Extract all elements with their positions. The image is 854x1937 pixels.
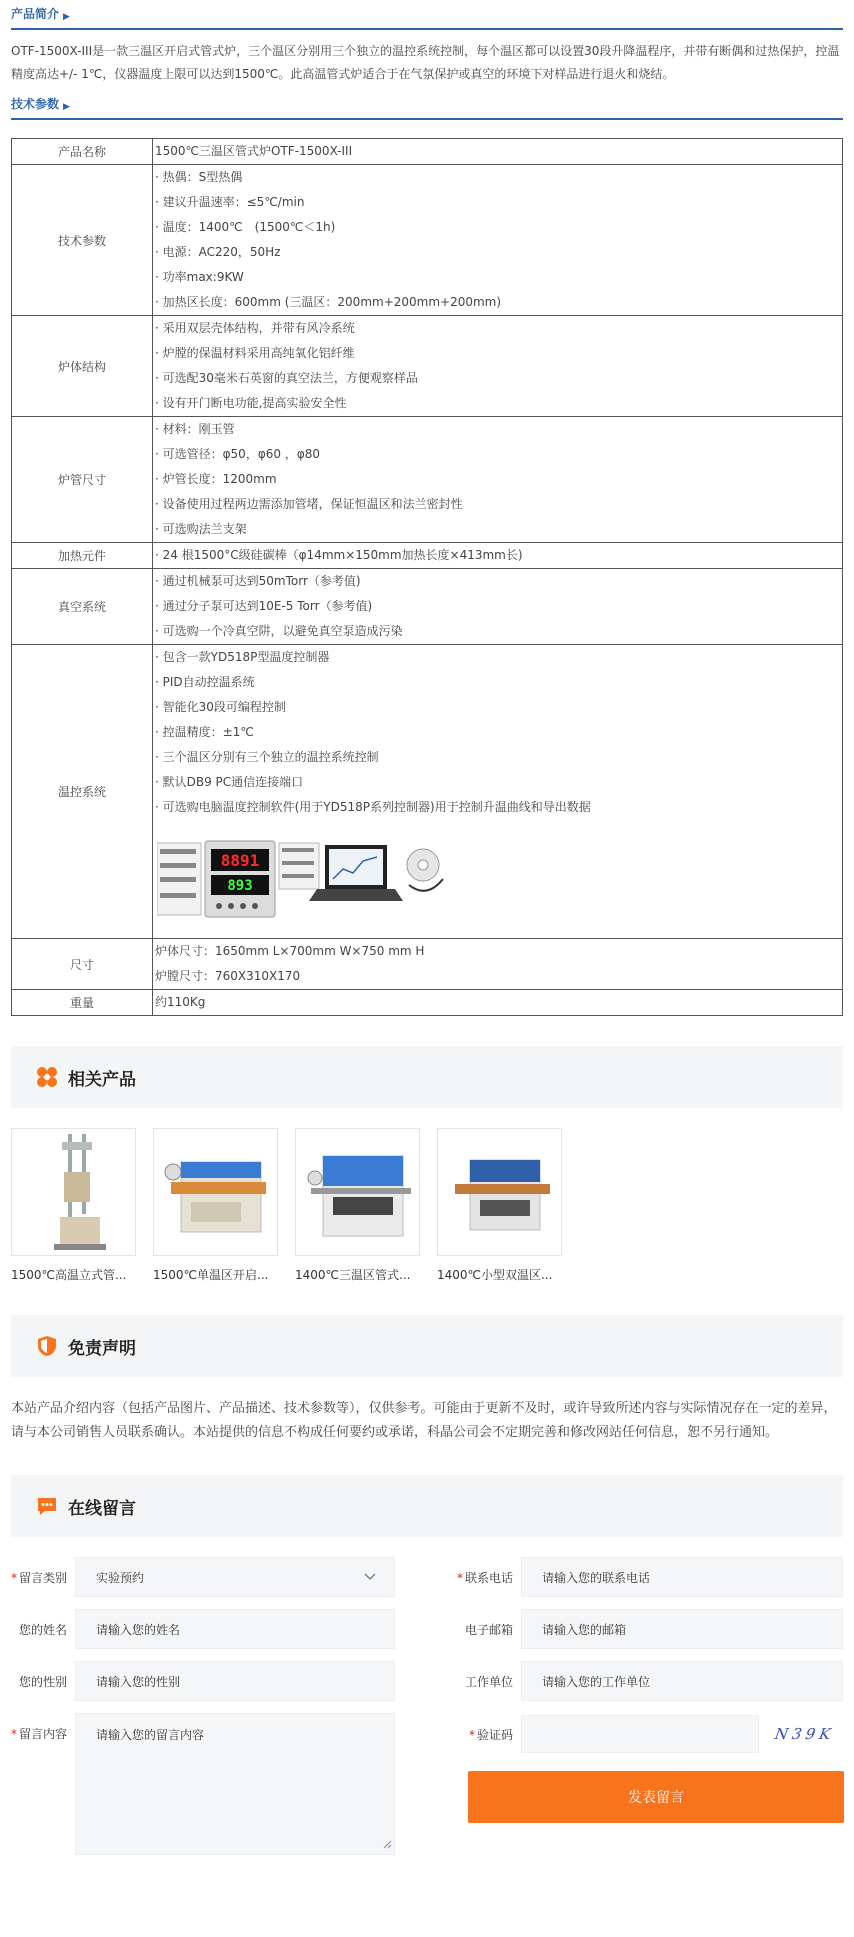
spec-row	[12, 645, 843, 939]
spec-key: 尺寸	[12, 939, 153, 990]
product-caption[interactable]: 1400℃小型双温区...	[437, 1268, 553, 1282]
triangle-right-icon: ▶	[63, 12, 70, 22]
message-form	[11, 1557, 843, 1937]
email-input[interactable]: 请输入您的邮箱	[521, 1609, 843, 1649]
spec-line: · 可选管径：φ50，φ60 ，φ80	[155, 447, 321, 461]
shield-icon	[36, 1335, 58, 1357]
category-select[interactable]	[75, 1557, 395, 1597]
spec-line: · 24 根1500°C级硅碳棒（φ14mm×150mm加热长度×413mm长)	[155, 548, 523, 562]
message-title: 在线留言	[68, 1498, 136, 1519]
spec-line: · 温度：1400℃ (1500℃＜1h)	[155, 220, 336, 234]
captcha-label: * 验证码	[468, 1727, 513, 1742]
svg-text:8891: 8891	[220, 851, 260, 870]
spec-value	[153, 569, 843, 645]
spec-line: · 通过机械泵可达到50mTorr（参考值)	[155, 574, 361, 588]
product-intro-title: 产品简介	[11, 7, 60, 21]
company-field	[457, 1661, 843, 1701]
email-field	[457, 1609, 843, 1649]
spec-line: · 智能化30段可编程控制	[155, 700, 286, 714]
content-field	[11, 1713, 395, 1855]
captcha-field	[457, 1715, 843, 1753]
spec-row	[12, 543, 843, 569]
spec-key: 炉体结构	[12, 316, 153, 417]
email-label: 电子邮箱	[464, 1622, 513, 1637]
related-product-card[interactable]	[153, 1128, 278, 1283]
name-label: 您的姓名	[18, 1622, 67, 1637]
disclaimer-title: 免责声明	[68, 1338, 136, 1359]
related-products-list	[11, 1128, 843, 1283]
gender-field	[11, 1661, 395, 1701]
content-placeholder: 请输入您的留言内容	[96, 1728, 205, 1742]
spec-row	[12, 569, 843, 645]
spec-line: · 通过分子泵可达到10E-5 Torr（参考值)	[155, 599, 373, 613]
spec-row	[12, 316, 843, 417]
spec-value	[153, 990, 843, 1016]
spec-line: · 可选购一个冷真空阱，以避免真空泵造成污染	[155, 624, 403, 638]
controller-software-image	[155, 820, 842, 938]
related-products-header	[11, 1046, 843, 1108]
disclaimer-header	[11, 1315, 843, 1377]
spec-title: 技术参数	[11, 97, 60, 111]
spec-line: · 可选购法兰支架	[155, 522, 247, 536]
spec-table	[11, 138, 843, 1016]
spec-line: · 设备使用过程两边需添加管堵，保证恒温区和法兰密封性	[155, 497, 463, 511]
spec-line: · 材料：刚玉管	[155, 422, 235, 436]
category-label: * 留言类别	[11, 1570, 68, 1585]
spec-key: 产品名称	[12, 139, 153, 165]
related-product-card[interactable]	[295, 1128, 420, 1283]
resize-handle-icon[interactable]	[383, 1838, 392, 1852]
message-header	[11, 1475, 843, 1537]
spec-key: 加热元件	[12, 543, 153, 569]
spec-line: · 三个温区分别有三个独立的温控系统控制	[155, 750, 379, 764]
company-label: 工作单位	[464, 1674, 513, 1689]
phone-input[interactable]: 请输入您的联系电话	[521, 1557, 843, 1597]
spec-line: · 功率max:9KW	[155, 270, 244, 284]
product-intro-header	[11, 0, 843, 30]
spec-row	[12, 417, 843, 543]
spec-line: · 炉膛的保温材料采用高纯氧化铝纤维	[155, 346, 355, 360]
related-product-card[interactable]	[437, 1128, 562, 1283]
disclaimer-text: 本站产品介绍内容（包括产品图片、产品描述、技术参数等），仅供参考。可能由于更新不及时，或许导致所述内容与实际情况存在一定的差异，请与本公司销售人员联系确认。本站提供的信息不构成任何要约或承诺，科晶公司会不定期完善和修改网站任何信息，恕不另行通知。	[11, 1401, 837, 1440]
content-label: * 留言内容	[11, 1727, 68, 1741]
content-textarea[interactable]	[75, 1713, 395, 1855]
category-field	[11, 1557, 395, 1597]
spec-value	[153, 939, 843, 990]
spec-line: · 包含一款YD518P型温度控制器	[155, 650, 330, 664]
spec-row	[12, 139, 843, 165]
spec-row	[12, 165, 843, 316]
product-image[interactable]	[153, 1128, 278, 1256]
spec-value	[153, 543, 843, 569]
product-image[interactable]	[295, 1128, 420, 1256]
product-caption[interactable]: 1500℃高温立式管...	[11, 1268, 127, 1282]
spec-value	[153, 139, 843, 165]
spec-line: · 加热区长度：600mm (三温区：200mm+200mm+200mm)	[155, 295, 502, 309]
spec-row	[12, 939, 843, 990]
spec-line: · 默认DB9 PC通信连接端口	[155, 775, 304, 789]
product-caption[interactable]: 1400℃三温区管式...	[295, 1268, 411, 1282]
spec-line: · 可选购电脑温度控制软件(用于YD518P系列控制器)用于控制升温曲线和导出数据	[155, 800, 591, 814]
spec-line: · 炉管长度：1200mm	[155, 472, 277, 486]
spec-line: · 电源：AC220，50Hz	[155, 245, 281, 259]
spec-line: · 设有开门断电功能,提高实验安全性	[155, 396, 347, 410]
spec-key: 温控系统	[12, 645, 153, 939]
spec-line: · 采用双层壳体结构，并带有风冷系统	[155, 321, 355, 335]
product-image[interactable]	[11, 1128, 136, 1256]
category-value: 实验预约	[96, 1570, 145, 1585]
spec-key: 炉管尺寸	[12, 417, 153, 543]
grid-flower-icon	[36, 1066, 58, 1088]
spec-key: 重量	[12, 990, 153, 1016]
spec-header	[11, 92, 843, 120]
spec-key: 真空系统	[12, 569, 153, 645]
captcha-code: N39K	[773, 1725, 837, 1743]
spec-line: 炉体尺寸：1650mm L×700mm W×750 mm H	[155, 944, 425, 958]
product-caption[interactable]: 1500℃单温区开启...	[153, 1268, 269, 1282]
related-products-title: 相关产品	[68, 1069, 136, 1090]
spec-row	[12, 990, 843, 1016]
triangle-right-icon: ▶	[63, 102, 70, 112]
spec-key: 技术参数	[12, 165, 153, 316]
related-product-card[interactable]	[11, 1128, 136, 1283]
product-image[interactable]	[437, 1128, 562, 1256]
chat-bubble-icon	[36, 1495, 58, 1517]
spec-value	[153, 645, 843, 939]
gender-input[interactable]: 请输入您的性别	[75, 1661, 395, 1701]
gender-label: 您的性别	[18, 1674, 67, 1689]
svg-text:893: 893	[227, 878, 253, 894]
spec-line: · 可选配30毫米石英窗的真空法兰，方便观察样品	[155, 371, 418, 385]
spec-line: 炉膛尺寸：760X310X170	[155, 969, 301, 983]
submit-button[interactable]: 发表留言	[468, 1771, 844, 1823]
captcha-image[interactable]	[767, 1715, 843, 1753]
phone-field	[457, 1557, 843, 1597]
company-input[interactable]: 请输入您的工作单位	[521, 1661, 843, 1701]
spec-value	[153, 316, 843, 417]
captcha-input[interactable]	[521, 1715, 759, 1753]
name-field	[11, 1609, 395, 1649]
spec-line: · 热偶：S型热偶	[155, 170, 243, 184]
spec-line: 1500℃三温区管式炉OTF-1500X-III	[155, 144, 353, 158]
spec-value	[153, 417, 843, 543]
spec-line: 约110Kg	[155, 995, 206, 1009]
spec-line: · 建议升温速率：≤5℃/min	[155, 195, 305, 209]
phone-label: * 联系电话	[457, 1570, 514, 1585]
spec-value	[153, 165, 843, 316]
product-intro-text: OTF-1500X-III是一款三温区开启式管式炉，三个温区分别用三个独立的温控系统控制，每个温区都可以设置30段升降温程序，并带有断偶和过热保护，控温精度高达+/- 1℃，仪器温度上限可以达到1500℃。此高温管式炉适合于在气氛保护或真空的环境下对样品进行退火和烧结。	[11, 44, 840, 81]
spec-line: · PID自动控温系统	[155, 675, 255, 689]
spec-line: · 控温精度：±1℃	[155, 725, 254, 739]
name-input[interactable]: 请输入您的姓名	[75, 1609, 395, 1649]
chevron-down-icon	[364, 1570, 376, 1585]
